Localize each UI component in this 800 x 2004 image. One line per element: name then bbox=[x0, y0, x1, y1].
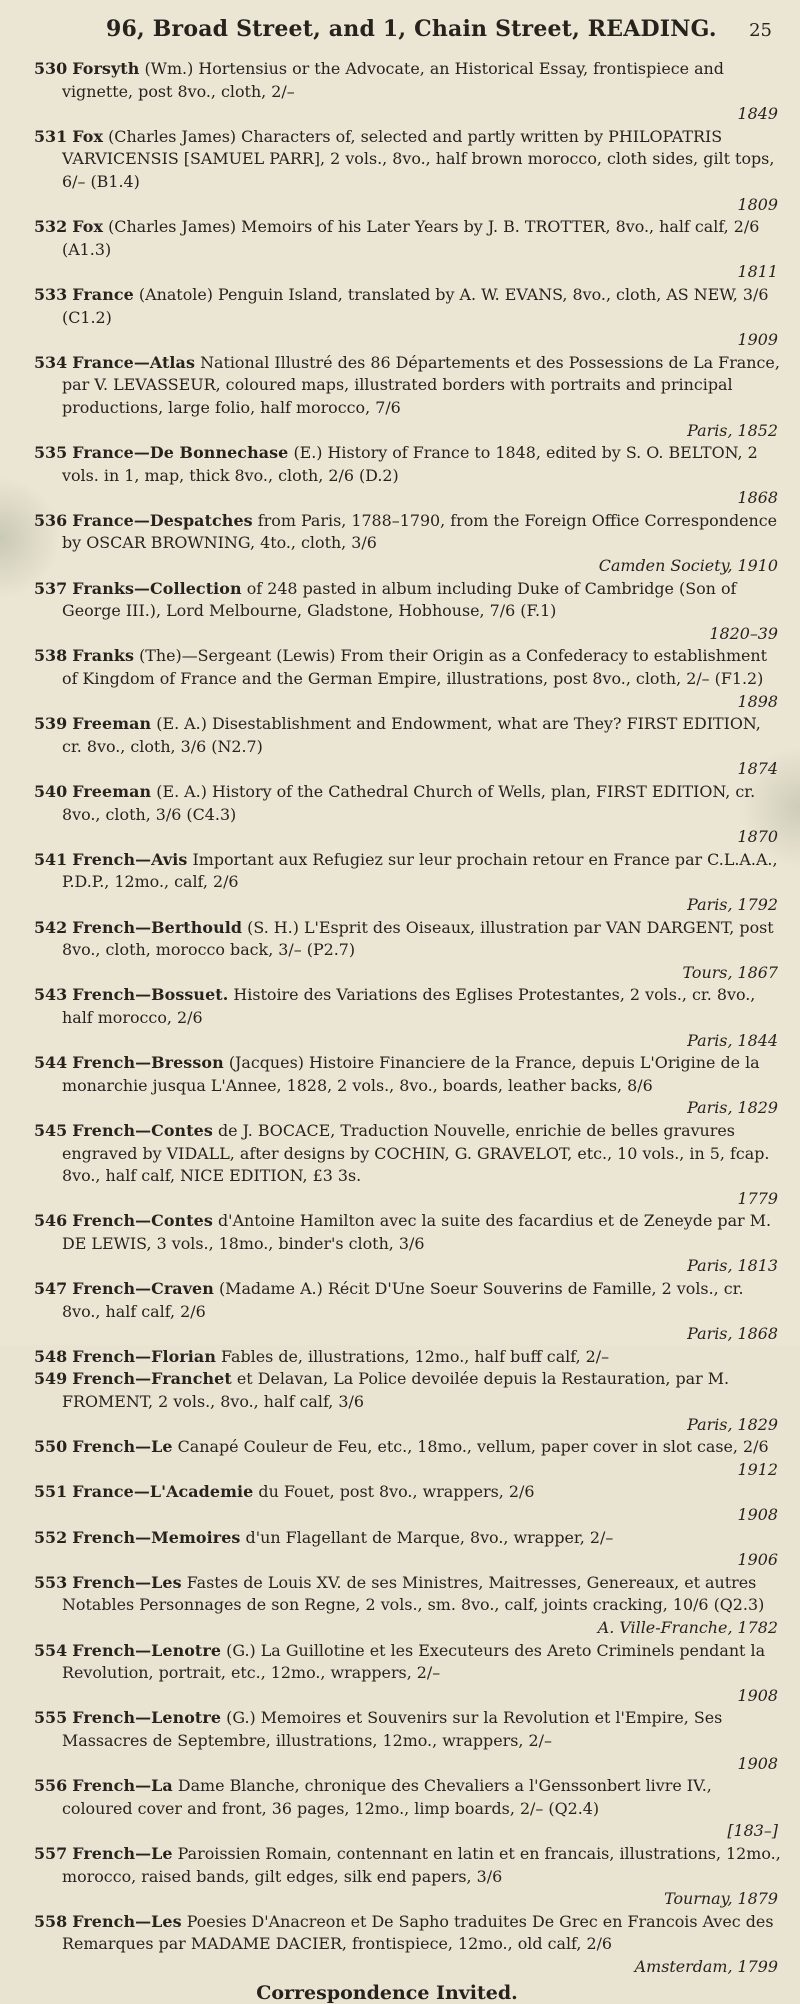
entry-number: 537 bbox=[34, 578, 68, 598]
entry-imprint: 1849 bbox=[737, 104, 778, 124]
entry-imprint: Paris, 1813 bbox=[687, 1256, 778, 1276]
entry-imprint: 1906 bbox=[737, 1550, 778, 1570]
entry-heading: French—Les bbox=[72, 1911, 182, 1931]
catalogue-entry bbox=[22, 1052, 782, 1120]
entry-heading: Franks bbox=[72, 646, 135, 666]
catalogue-entry bbox=[22, 1436, 782, 1481]
entry-heading: Fox bbox=[72, 217, 104, 237]
catalogue-entry bbox=[22, 1707, 782, 1775]
entry-imprint: 1870 bbox=[737, 827, 778, 847]
entry-heading: French—Lenotre bbox=[72, 1708, 222, 1728]
entry-imprint: 1908 bbox=[737, 1505, 778, 1524]
entry-heading: France—De Bonnechase bbox=[72, 443, 289, 463]
entry-number: 551 bbox=[34, 1482, 68, 1502]
catalogue-entries bbox=[22, 58, 782, 1978]
catalogue-entry bbox=[22, 1775, 782, 1843]
entry-imprint: Camden Society, 1910 bbox=[598, 556, 778, 576]
entry-imprint: 1811 bbox=[737, 262, 778, 282]
entry-number: 543 bbox=[34, 985, 68, 1005]
catalogue-entry bbox=[22, 1210, 782, 1278]
entry-number: 535 bbox=[34, 443, 68, 463]
catalogue-entry bbox=[22, 781, 782, 849]
catalogue-entry bbox=[22, 1368, 782, 1436]
entry-description: Fastes de Louis XV. de ses Ministres, Maitresses, Genereaux, et autres Notables Personnages de son Regne, 2 vols., sm. 8vo., calf, joints cracking, 10/6 (Q2.3) bbox=[62, 1572, 765, 1615]
entry-description: Important aux Refugiez sur leur prochain retour en France par C.L.A.A., P.D.P., 12mo., calf, 2/6 bbox=[62, 849, 778, 892]
entry-description: (G.) La Guillotine et les Executeurs des Areto Criminels pendant la Revolution, portrait, etc., 12mo., wrappers, 2/– bbox=[62, 1640, 766, 1683]
catalogue-entry bbox=[22, 442, 782, 510]
entry-number: 555 bbox=[34, 1708, 68, 1728]
entry-imprint: 1909 bbox=[737, 330, 778, 350]
entry-heading: French—Craven bbox=[72, 1279, 214, 1299]
entry-heading: French—Bresson bbox=[72, 1053, 224, 1073]
entry-imprint: A. Ville-Franche, 1782 bbox=[597, 1617, 778, 1637]
entry-imprint: Paris, 1844 bbox=[687, 1030, 778, 1050]
entry-number: 533 bbox=[34, 284, 68, 304]
entry-number: 552 bbox=[34, 1527, 68, 1547]
page-number: 25 bbox=[749, 20, 772, 41]
entry-description: (E. A.) Disestablishment and Endowment, what are They? FIRST EDITION, cr. 8vo., cloth, 3/6 (N2.7) bbox=[62, 714, 761, 756]
entry-number: 531 bbox=[34, 126, 68, 146]
page-title: 96, Broad Street, and 1, Chain Street, READING. bbox=[106, 16, 717, 42]
entry-heading: French—Bossuet. bbox=[72, 985, 229, 1005]
entry-description: (Madame A.) Récit D'Une Soeur Souverins de Famille, 2 vols., cr. 8vo., half calf, 2/6 bbox=[62, 1279, 744, 1321]
entry-description: National Illustré des 86 Départements et des Possessions de La France, par V. LEVASSEUR, coloured maps, illustrated borders with portraits and principal productions, large folio, half morocco, 7/6 bbox=[62, 352, 780, 417]
entry-heading: French—Contes bbox=[72, 1120, 213, 1140]
entry-heading: French—Memoires bbox=[72, 1527, 241, 1547]
entry-imprint: Paris, 1792 bbox=[687, 894, 778, 914]
entry-heading: France—Despatches bbox=[72, 510, 253, 530]
entry-heading: Fox bbox=[72, 126, 104, 146]
entry-heading: French—Le bbox=[72, 1437, 173, 1457]
entry-heading: France—Atlas bbox=[72, 352, 196, 372]
entry-imprint: 1898 bbox=[737, 691, 778, 711]
entry-description: (G.) Memoires et Souvenirs sur la Revolution et l'Empire, Ses Massacres de Septembre, illustrations, 12mo., wrappers, 2/– bbox=[62, 1708, 723, 1750]
entry-description: (S. H.) L'Esprit des Oiseaux, illustration par VAN DARGENT, post 8vo., cloth, morocco back, 3/– (P2.7) bbox=[62, 917, 774, 960]
catalogue-entry bbox=[22, 1278, 782, 1346]
entry-heading: French—Florian bbox=[72, 1346, 216, 1366]
catalogue-entry bbox=[22, 984, 782, 1052]
catalogue-entry bbox=[22, 645, 782, 713]
entry-description: d'Antoine Hamilton avec la suite des facardius et de Zeneyde par M. DE LEWIS, 3 vols., 18mo., binder's cloth, 3/6 bbox=[62, 1211, 772, 1253]
entry-imprint: Paris, 1868 bbox=[687, 1324, 778, 1344]
entry-heading: French—Lenotre bbox=[72, 1640, 222, 1660]
entry-number: 556 bbox=[34, 1776, 68, 1796]
entry-heading: French—Avis bbox=[72, 849, 188, 869]
entry-description: (E. A.) History of the Cathedral Church of Wells, plan, FIRST EDITION, cr. 8vo., cloth, 3/6 (C4.3) bbox=[62, 782, 756, 824]
entry-number: 532 bbox=[34, 217, 68, 237]
entry-description: Fables de, illustrations, 12mo., half buff calf, 2/– bbox=[221, 1346, 610, 1366]
catalogue-entry bbox=[22, 352, 782, 442]
entry-heading: France—L'Academie bbox=[72, 1482, 254, 1502]
entry-imprint: Paris, 1852 bbox=[687, 420, 778, 440]
page-header bbox=[22, 16, 782, 54]
entry-imprint: [183–] bbox=[727, 1821, 778, 1841]
entry-number: 534 bbox=[34, 352, 68, 372]
catalogue-entry bbox=[22, 126, 782, 216]
entry-number: 547 bbox=[34, 1279, 68, 1299]
entry-number: 530 bbox=[34, 59, 68, 78]
entry-heading: France bbox=[72, 284, 134, 304]
entry-description: (E.) History of France to 1848, edited by S. O. BELTON, 2 vols. in 1, map, thick 8vo., cloth, 2/6 (D.2) bbox=[62, 443, 758, 485]
entry-heading: Freeman bbox=[72, 714, 152, 734]
catalogue-entry bbox=[22, 284, 782, 352]
catalogue-entry bbox=[22, 849, 782, 917]
entry-number: 548 bbox=[34, 1346, 68, 1366]
entry-description: Poesies D'Anacreon et De Sapho traduites De Grec en Francois Avec des Remarques par MADAME DACIER, frontispiece, 12mo., old calf, 2/6 bbox=[62, 1911, 774, 1954]
entry-number: 536 bbox=[34, 510, 68, 530]
catalogue-entry bbox=[22, 1843, 782, 1911]
entry-description: from Paris, 1788–1790, from the Foreign Office Correspondence by OSCAR BROWNING, 4to., cloth, 3/6 bbox=[62, 510, 778, 553]
entry-imprint: 1912 bbox=[737, 1459, 778, 1479]
entry-description: Histoire des Variations des Eglises Protestantes, 2 vols., cr. 8vo., half morocco, 2/6 bbox=[62, 985, 756, 1027]
entry-imprint: Paris, 1829 bbox=[687, 1414, 778, 1434]
entry-number: 542 bbox=[34, 917, 68, 937]
catalogue-entry bbox=[22, 1527, 782, 1572]
entry-heading: French—La bbox=[72, 1776, 173, 1796]
entry-number: 538 bbox=[34, 646, 68, 666]
entry-description: Dame Blanche, chronique des Chevaliers a l'Genssonbert livre IV., coloured cover and front, 36 pages, 12mo., limp boards, 2/– (Q2.4) bbox=[62, 1776, 712, 1818]
catalogue-entry bbox=[22, 578, 782, 646]
entry-description: Canapé Couleur de Feu, etc., 18mo., vellum, paper cover in slot case, 2/6 bbox=[177, 1437, 769, 1457]
entry-imprint: 1874 bbox=[737, 759, 778, 779]
entry-number: 539 bbox=[34, 714, 68, 734]
catalogue-entry bbox=[22, 216, 782, 284]
entry-description: (Jacques) Histoire Financiere de la France, depuis L'Origine de la monarchie jusqua L'Annee, 1828, 2 vols., 8vo., boards, leather backs, 8/6 bbox=[62, 1053, 760, 1095]
catalogue-entry bbox=[22, 1346, 782, 1369]
entry-heading: Freeman bbox=[72, 782, 152, 801]
entry-heading: French—Berthould bbox=[72, 917, 243, 937]
entry-imprint: 1809 bbox=[737, 194, 778, 214]
catalogue-entry bbox=[22, 713, 782, 781]
entry-number: 541 bbox=[34, 849, 68, 869]
entry-imprint: Amsterdam, 1799 bbox=[634, 1956, 778, 1976]
entry-description: of 248 pasted in album including Duke of Cambridge (Son of George III.), Lord Melbourne, Gladstone, Hobhouse, 7/6 (F.1) bbox=[62, 578, 737, 621]
catalogue-entry bbox=[22, 1911, 782, 1979]
entry-heading: French—Contes bbox=[72, 1211, 213, 1231]
entry-description: Paroissien Romain, contennant en latin et en francais, illustrations, 12mo., morocco, raised bands, gilt edges, silk end papers, 3/6 bbox=[62, 1843, 781, 1886]
entry-imprint: Tours, 1867 bbox=[682, 962, 778, 982]
catalogue-entry bbox=[22, 58, 782, 126]
entry-heading: Forsyth bbox=[72, 59, 140, 78]
entry-description: (Charles James) Characters of, selected and partly written by PHILOPATRIS VARVICENSIS [SAMUEL PARR], 2 vols., 8vo., half brown morocco, cloth sides, gilt tops, 6/– (B1.4) bbox=[62, 126, 775, 191]
entry-description: (Anatole) Penguin Island, translated by A. W. EVANS, 8vo., cloth, AS NEW, 3/6 (C1.2) bbox=[62, 284, 769, 327]
catalogue-entry bbox=[22, 1640, 782, 1708]
entry-number: 553 bbox=[34, 1572, 68, 1592]
footer-note: Correspondence Invited. bbox=[256, 1982, 518, 2004]
catalogue-entry bbox=[22, 1481, 782, 1526]
entry-number: 554 bbox=[34, 1640, 68, 1660]
entry-description: (Charles James) Memoirs of his Later Years by J. B. TROTTER, 8vo., half calf, 2/6 (A1.3) bbox=[62, 217, 760, 259]
entry-description: du Fouet, post 8vo., wrappers, 2/6 bbox=[258, 1482, 535, 1502]
entry-number: 557 bbox=[34, 1843, 68, 1863]
entry-number: 545 bbox=[34, 1120, 68, 1140]
entry-description: (The)—Sergeant (Lewis) From their Origin as a Confederacy to establishment of Kingdom of France and the German Empire, illustrations, post 8vo., cloth, 2/– (F1.2) bbox=[62, 646, 768, 689]
catalogue-entry bbox=[22, 917, 782, 985]
catalogue-entry bbox=[22, 1572, 782, 1640]
entry-description: de J. BOCACE, Traduction Nouvelle, enrichie de belles gravures engraved by VIDALL, after designs by COCHIN, G. GRAVELOT, etc., 10 vols., in 5, fcap. 8vo., half calf, NICE EDITION, £3 3s. bbox=[62, 1120, 770, 1186]
entry-heading: French—Le bbox=[72, 1843, 173, 1863]
entry-imprint: 1820–39 bbox=[709, 623, 778, 643]
entry-heading: French—Les bbox=[72, 1572, 182, 1592]
entry-imprint: 1908 bbox=[737, 1685, 778, 1705]
catalogue-entry bbox=[22, 1120, 782, 1210]
entry-imprint: Paris, 1829 bbox=[687, 1098, 778, 1118]
entry-description: d'un Flagellant de Marque, 8vo., wrapper, 2/– bbox=[245, 1527, 614, 1547]
entry-imprint: 1779 bbox=[737, 1188, 778, 1208]
entry-imprint: 1868 bbox=[737, 488, 778, 508]
catalogue-entry bbox=[22, 510, 782, 578]
entry-heading: French—Franchet bbox=[72, 1369, 232, 1389]
entry-description: et Delavan, La Police devoilée depuis la Restauration, par M. FROMENT, 2 vols., 8vo., half calf, 3/6 bbox=[62, 1369, 730, 1412]
entry-imprint: Tournay, 1879 bbox=[664, 1889, 778, 1909]
entry-heading: Franks—Collection bbox=[72, 578, 242, 598]
entry-number: 549 bbox=[34, 1369, 68, 1389]
entry-number: 544 bbox=[34, 1053, 68, 1073]
entry-number: 540 bbox=[34, 782, 68, 801]
entry-number: 550 bbox=[34, 1437, 68, 1457]
entry-number: 546 bbox=[34, 1211, 68, 1231]
entry-number: 558 bbox=[34, 1911, 68, 1931]
entry-description: (Wm.) Hortensius or the Advocate, an Historical Essay, frontispiece and vignette, post 8vo., cloth, 2/– bbox=[62, 59, 724, 101]
entry-imprint: 1908 bbox=[737, 1753, 778, 1773]
